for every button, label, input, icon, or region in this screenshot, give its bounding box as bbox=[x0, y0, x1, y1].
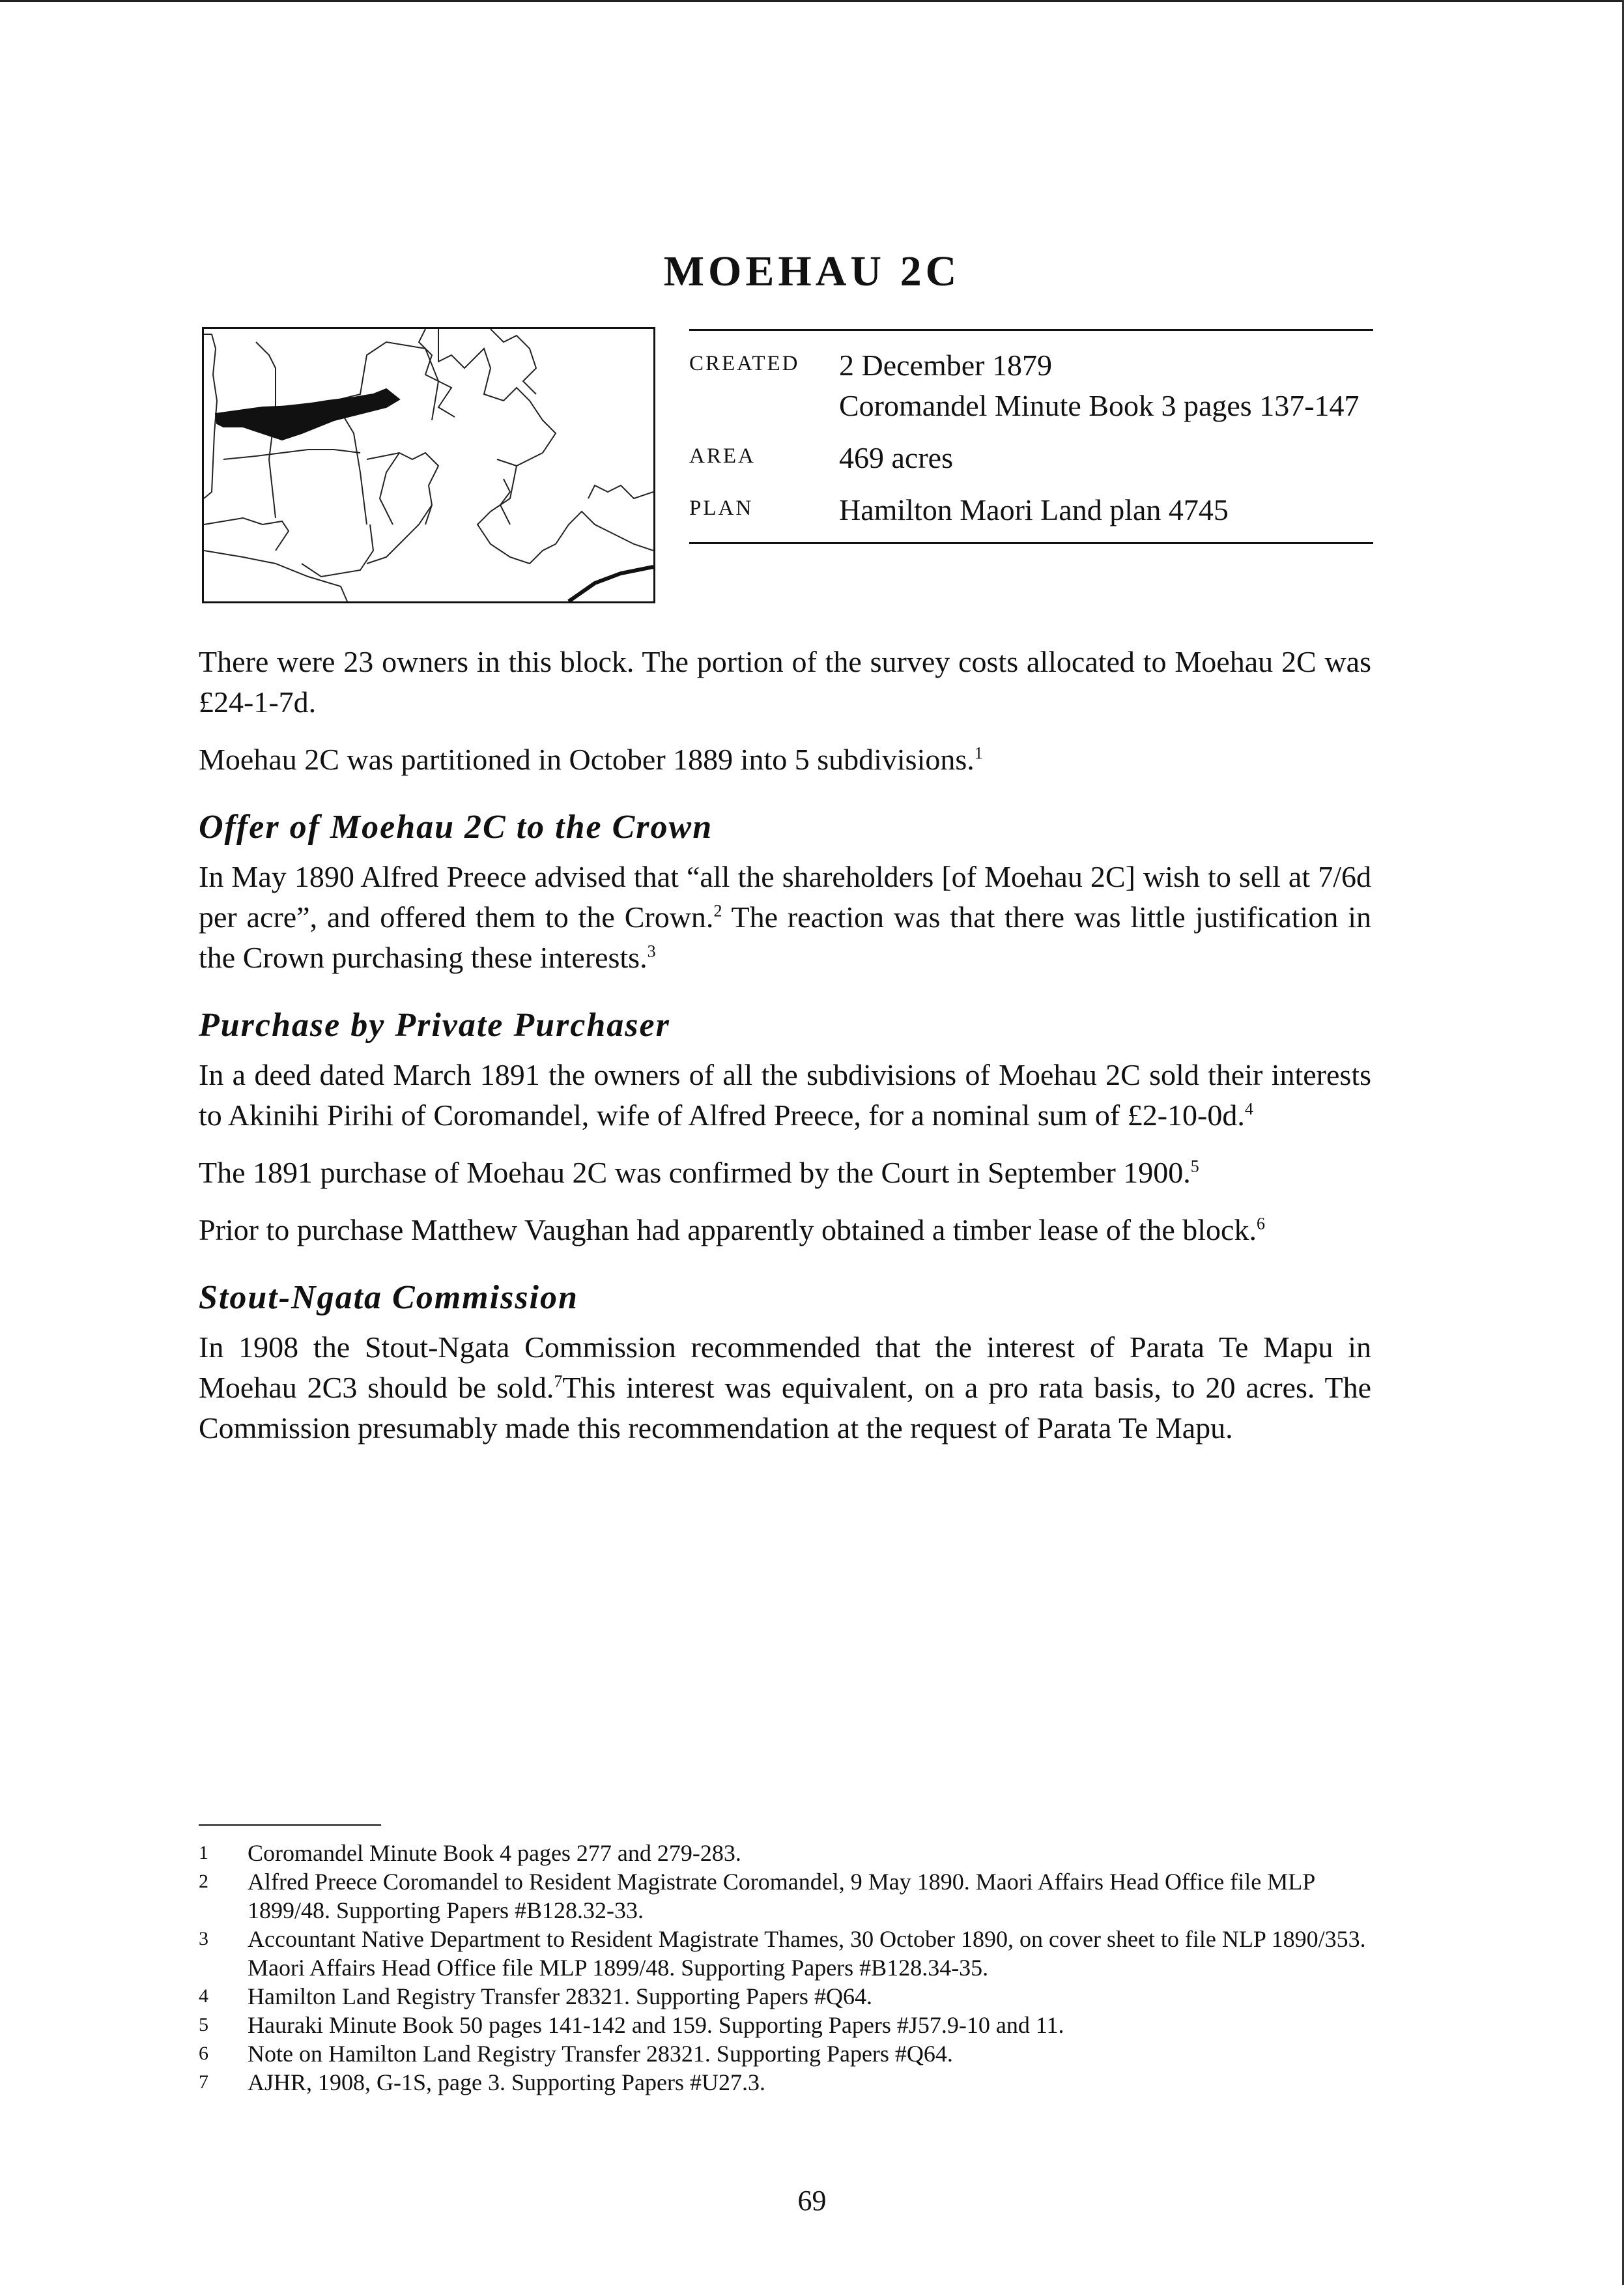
footnote-text: Coromandel Minute Book 4 pages 277 and 279-283. bbox=[248, 1840, 741, 1866]
footnote-item bbox=[199, 2068, 1371, 2097]
map-coastline bbox=[588, 485, 653, 498]
map-boundary-line bbox=[380, 453, 399, 525]
created-row bbox=[689, 345, 1373, 426]
page-number: 69 bbox=[797, 2185, 827, 2217]
map-boundary-line bbox=[367, 505, 432, 564]
block-details-table bbox=[689, 329, 1373, 544]
confirmation-text: The 1891 purchase of Moehau 2C was confirmed by the Court in September 1900. bbox=[199, 1156, 1191, 1189]
area-row bbox=[689, 438, 1373, 478]
footnote-item bbox=[199, 2039, 1371, 2068]
commission-text-b: This interest was equivalent, on a pro rata basis, to 20 acres. The Commission presumably made this recommendation at the request of Parata Te Mapu. bbox=[199, 1371, 1371, 1444]
map-boundary-line bbox=[204, 518, 289, 551]
footnote-text: Note on Hamilton Land Registry Transfer 28321. Supporting Papers #Q64. bbox=[248, 2041, 953, 2067]
map-coastline bbox=[438, 329, 556, 466]
footnote-number: 3 bbox=[199, 1928, 208, 1949]
footnotes bbox=[199, 1839, 1371, 2097]
footnote-ref[interactable]: 3 bbox=[647, 941, 656, 961]
body-text bbox=[199, 642, 1371, 1465]
map-boundary-line bbox=[204, 334, 217, 433]
map-boundary-line bbox=[367, 453, 438, 525]
footnote-item bbox=[199, 1867, 1371, 1925]
footnote-ref[interactable]: 7 bbox=[554, 1372, 563, 1391]
footnote-number: 7 bbox=[199, 2071, 208, 2093]
section-heading-purchase: Purchase by Private Purchaser bbox=[199, 1007, 670, 1044]
timber-lease-text: Prior to purchase Matthew Vaughan had apparently obtained a timber lease of the block. bbox=[199, 1213, 1257, 1246]
plan-value: Hamilton Maori Land plan 4745 bbox=[839, 493, 1229, 526]
created-label: CREATED bbox=[689, 352, 800, 375]
footnote-number: 2 bbox=[199, 1871, 208, 1892]
footnote-ref[interactable]: 5 bbox=[1190, 1157, 1199, 1176]
area-value: 469 acres bbox=[839, 441, 953, 474]
map-boundary-line bbox=[223, 450, 360, 459]
footnote-divider bbox=[199, 1824, 381, 1826]
location-map bbox=[202, 327, 655, 603]
created-value bbox=[839, 345, 1360, 426]
commission-paragraph bbox=[199, 1327, 1371, 1448]
map-coastline bbox=[491, 329, 536, 394]
footnote-number: 6 bbox=[199, 2043, 208, 2064]
footnote-text: Hamilton Land Registry Transfer 28321. Supporting Papers #Q64. bbox=[248, 1983, 872, 2009]
footnote-ref[interactable]: 6 bbox=[1256, 1214, 1265, 1233]
moehau-2c-block-shape bbox=[216, 389, 399, 440]
plan-label: PLAN bbox=[689, 496, 754, 520]
area-label: AREA bbox=[689, 444, 756, 468]
footnote-ref[interactable]: 1 bbox=[974, 743, 983, 763]
plan-row bbox=[689, 490, 1373, 530]
footnote-item bbox=[199, 1839, 1371, 1867]
footnote-text: Alfred Preece Coromandel to Resident Magistrate Coromandel, 9 May 1890. Maori Affairs Head Office file MLP 1899/48. Supporting Papers #B128.32-33. bbox=[248, 1869, 1315, 1923]
purchase-text: In a deed dated March 1891 the owners of all the subdivisions of Moehau 2C sold their interests to Akinihi Pirihi of Coromandel, wife of Alfred Preece, for a nominal sum of £2-10-0d. bbox=[199, 1058, 1371, 1132]
footnote-item bbox=[199, 1925, 1371, 1982]
location-map-drawing bbox=[204, 329, 653, 601]
timber-lease-paragraph bbox=[199, 1210, 1371, 1250]
footnote-number: 1 bbox=[199, 1842, 208, 1863]
map-boundary-line bbox=[204, 433, 214, 498]
footnote-text: Hauraki Minute Book 50 pages 141-142 and 159. Supporting Papers #J57.9-10 and 11. bbox=[248, 2012, 1064, 2038]
offer-text-b: The reaction was that there was little justification in the Crown purchasing these interests. bbox=[199, 900, 1371, 974]
offer-paragraph bbox=[199, 857, 1371, 978]
created-date: 2 December 1879 bbox=[839, 349, 1052, 382]
footnote-number: 5 bbox=[199, 2014, 208, 2035]
footnote-text: Accountant Native Department to Resident Magistrate Thames, 30 October 1890, on cover sheet to file NLP 1890/353. Maori Affairs Head Office file MLP 1899/48. Supporting Papers #B128.34-35. bbox=[248, 1926, 1366, 1981]
created-reference: Coromandel Minute Book 3 pages 137-147 bbox=[839, 389, 1360, 422]
footnote-item bbox=[199, 2011, 1371, 2039]
partition-paragraph bbox=[199, 740, 1371, 780]
map-boundary-line bbox=[419, 329, 455, 417]
intro-paragraph bbox=[199, 642, 1371, 723]
page-top-edge bbox=[0, 0, 1624, 2]
commission-text-a: In 1908 the Stout-Ngata Commission recommended that the interest of Parata Te Mapu in Moehau 2C3 should be sold. bbox=[199, 1330, 1371, 1404]
partition-text: Moehau 2C was partitioned in October 1889 into 5 subdivisions. bbox=[199, 743, 975, 776]
offer-text-a: In May 1890 Alfred Preece advised that “all the shareholders [of Moehau 2C] wish to sell at 7/6d per acre”, and offered them to the Crown. bbox=[199, 860, 1371, 934]
section-heading-offer: Offer of Moehau 2C to the Crown bbox=[199, 809, 713, 846]
footnote-item bbox=[199, 1982, 1371, 2011]
section-heading-commission: Stout-Ngata Commission bbox=[199, 1279, 578, 1316]
footnote-text: AJHR, 1908, G-1S, page 3. Supporting Papers #U27.3. bbox=[248, 2069, 765, 2095]
purchase-paragraph bbox=[199, 1055, 1371, 1136]
footnote-ref[interactable]: 4 bbox=[1244, 1099, 1253, 1119]
footnote-number: 4 bbox=[199, 1985, 208, 2007]
confirmation-paragraph bbox=[199, 1153, 1371, 1193]
map-road-line bbox=[569, 567, 653, 601]
map-boundary-line bbox=[302, 525, 373, 577]
footnote-ref[interactable]: 2 bbox=[713, 901, 722, 921]
intro-text: There were 23 owners in this block. The portion of the survey costs allocated to Moehau 2C was £24-1-7d. bbox=[199, 645, 1371, 719]
page-title: MOEHAU 2C bbox=[663, 248, 961, 296]
